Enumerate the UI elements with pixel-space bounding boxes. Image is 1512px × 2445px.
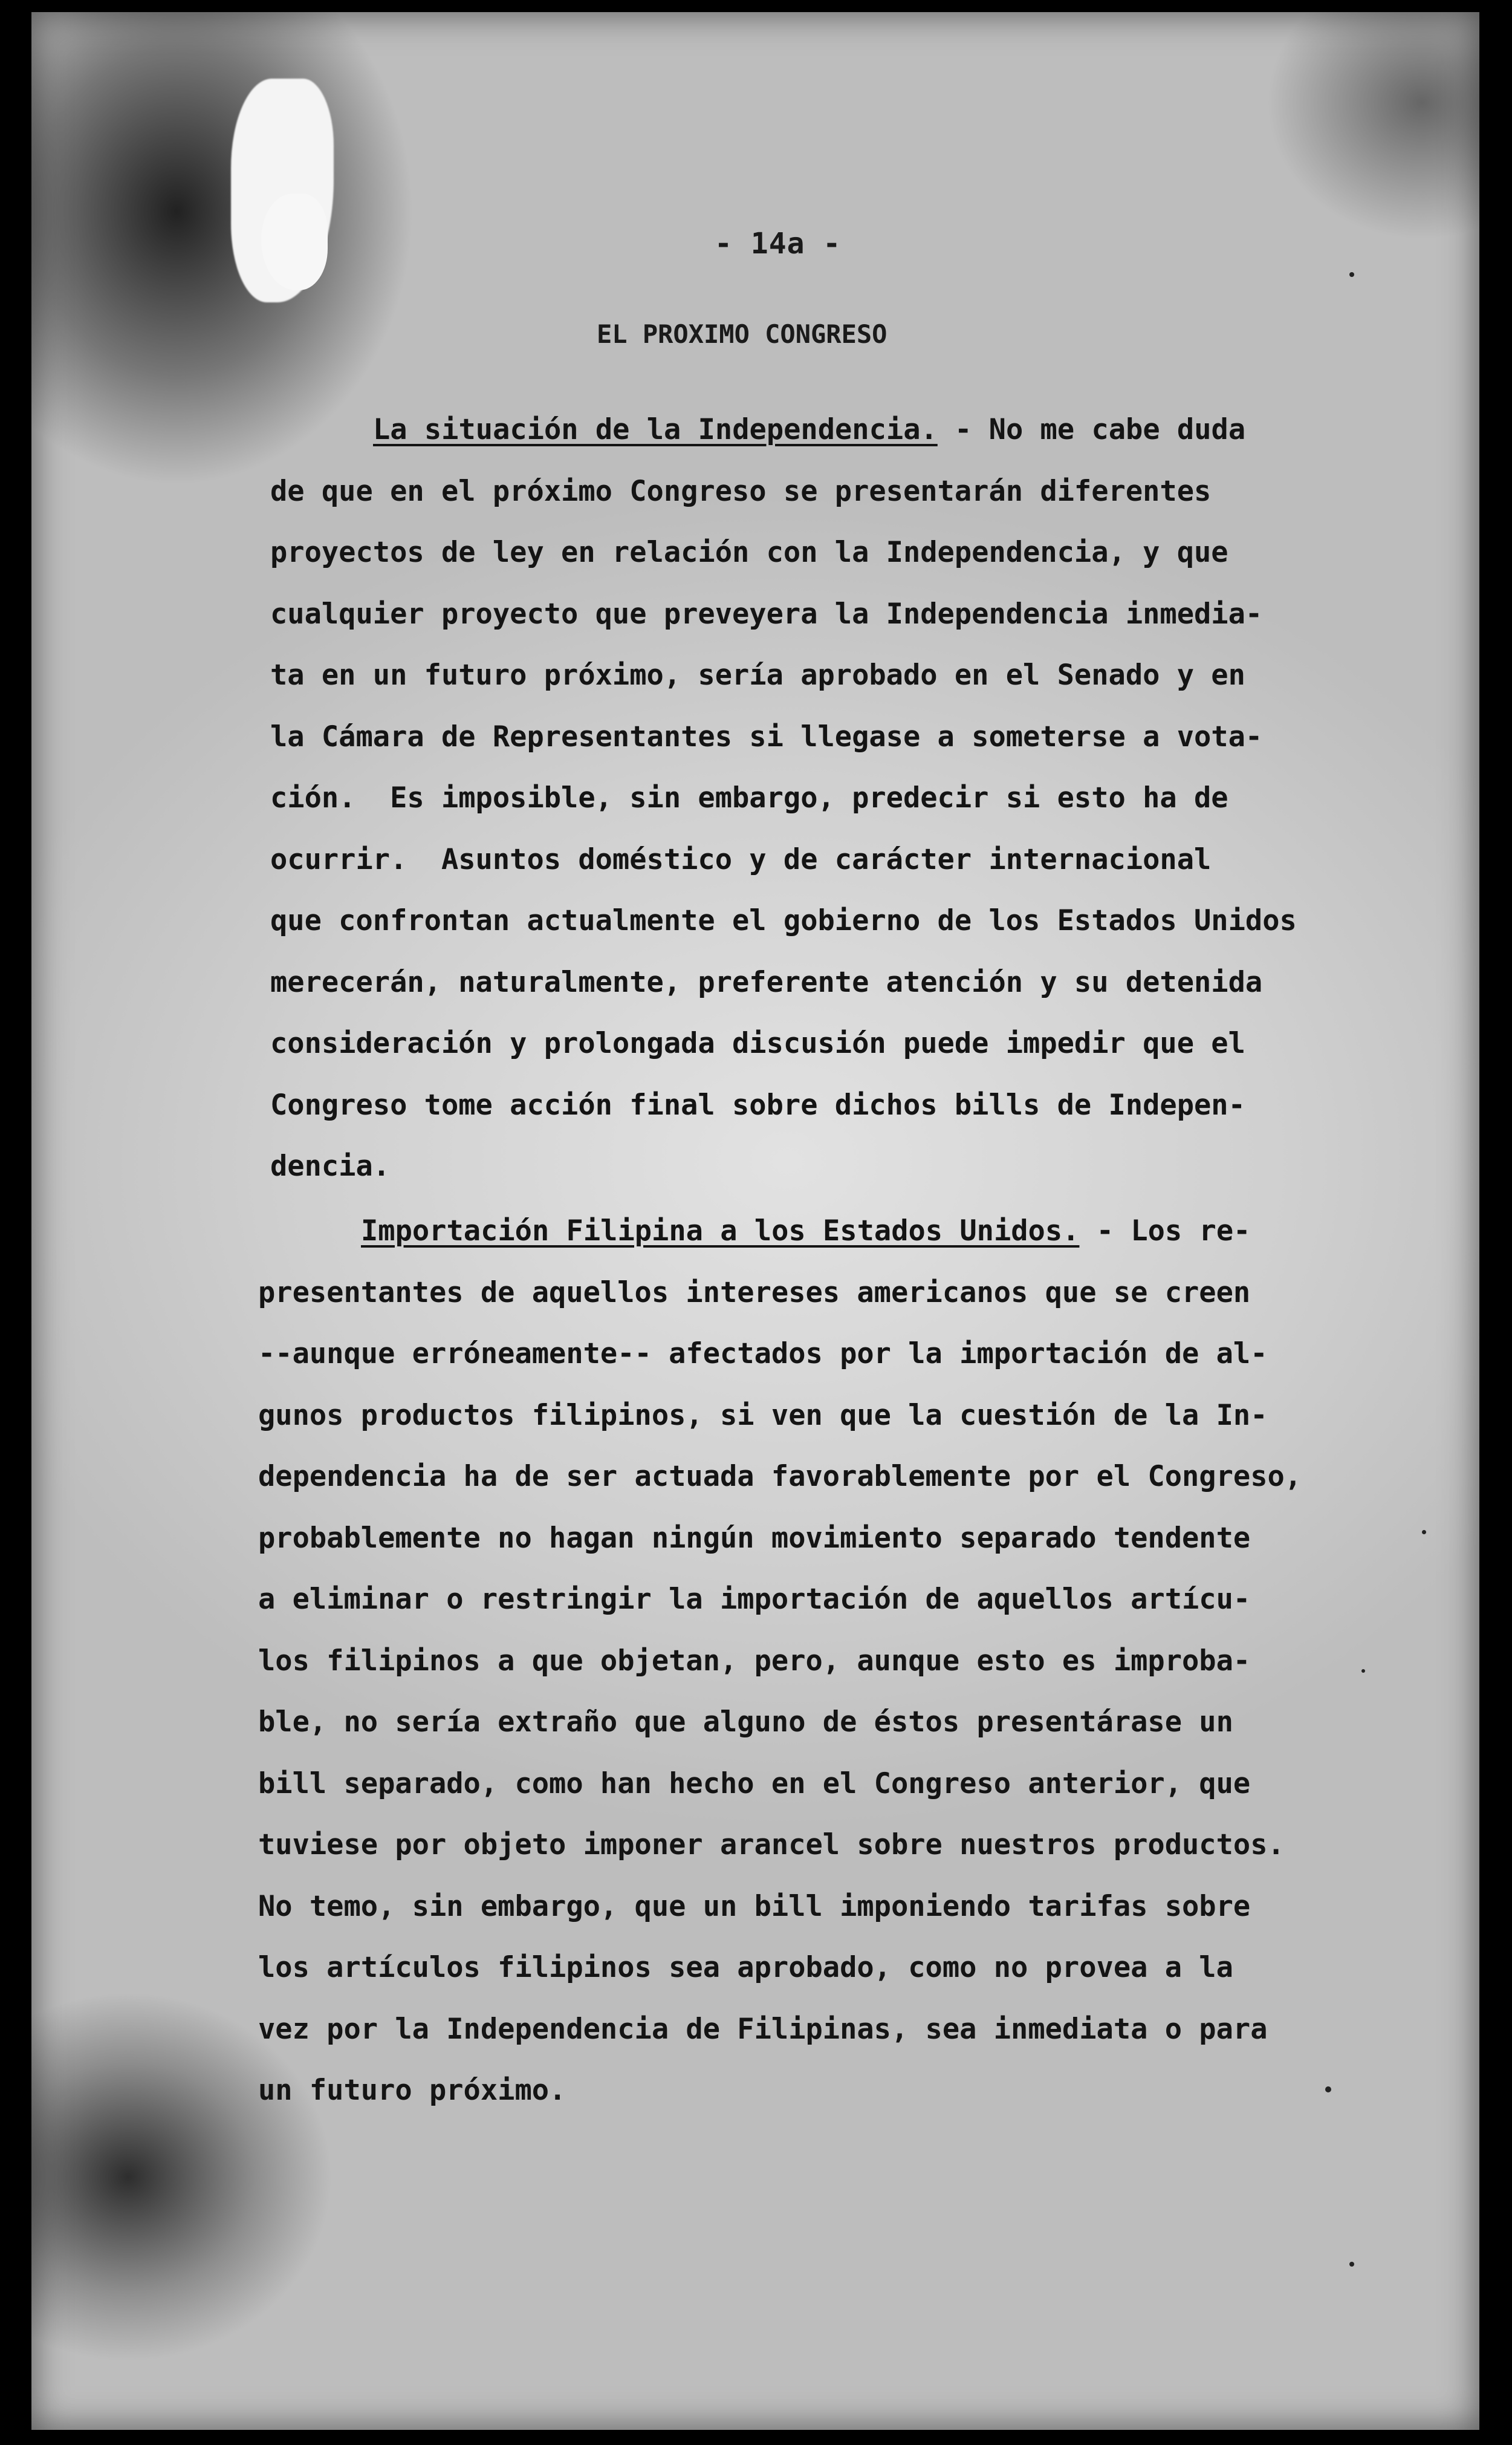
text-line: - Los re-: [1079, 1214, 1251, 1248]
paper-damage-mark-lower: [261, 194, 328, 290]
text-line: a eliminar o restringir la importación de aquellos artícu-: [258, 1583, 1251, 1616]
ink-speck: [1349, 272, 1354, 277]
ink-speck: [1422, 1530, 1426, 1534]
text-line: tuviese por objeto imponer arancel sobre nuestros productos.: [258, 1828, 1285, 1861]
text-line: proyectos de ley en relación con la Independencia, y que: [270, 536, 1228, 569]
section-first-line: [258, 1200, 1371, 1262]
text-line: --aunque erróneamente-- afectados por la importación de al-: [258, 1337, 1268, 1370]
text-line: dependencia ha de ser actuada favorablemente por el Congreso,: [258, 1460, 1302, 1493]
ink-speck: [1349, 2262, 1354, 2267]
text-line: cualquier proyecto que preveyera la Independencia inmedia-: [270, 597, 1263, 631]
section-first-line: [270, 399, 1383, 461]
section-heading: La situación de la Independencia.: [373, 413, 938, 446]
text-line: bill separado, como han hecho en el Congreso anterior, que: [258, 1766, 1251, 1800]
text-line: vez por la Independencia de Filipinas, sea inmediata o para: [258, 2012, 1268, 2046]
text-line: los artículos filipinos sea aprobado, como no provea a la: [258, 1951, 1233, 1984]
text-line: presentantes de aquellos intereses americanos que se creen: [258, 1275, 1251, 1309]
section-heading: Importación Filipina a los Estados Unidos.: [361, 1214, 1080, 1248]
text-line: probablemente no hagan ningún movimiento separado tendente: [258, 1521, 1251, 1555]
section-independence: [270, 399, 1383, 1197]
text-line: No temo, sin embargo, que un bill imponiendo tarifas sobre: [258, 1889, 1251, 1923]
text-line: la Cámara de Representantes si llegase a someterse a vota-: [270, 720, 1263, 754]
section-philippine-import: [258, 1200, 1371, 2121]
text-line: dencia.: [270, 1150, 391, 1183]
text-line: merecerán, naturalmente, preferente atención y su detenida: [270, 965, 1263, 999]
text-line: que confrontan actualmente el gobierno de los Estados Unidos: [270, 904, 1297, 937]
text-line: ocurrir. Asuntos doméstico y de carácter internacional: [270, 842, 1212, 876]
document-title: EL PROXIMO CONGRESO: [597, 319, 887, 349]
text-line: consideración y prolongada discusión puede impedir que el: [270, 1027, 1245, 1060]
text-line: Congreso tome acción final sobre dichos bills de Indepen-: [270, 1088, 1245, 1122]
text-line: ble, no sería extraño que alguno de éstos presentárase un: [258, 1705, 1233, 1739]
text-line: los filipinos a que objetan, pero, aunque esto es improba-: [258, 1644, 1251, 1678]
text-line: gunos productos filipinos, si ven que la cuestión de la In-: [258, 1398, 1268, 1432]
text-line: un futuro próximo.: [258, 2074, 566, 2107]
paper-sheet: [31, 12, 1479, 2430]
text-line: ta en un futuro próximo, sería aprobado en el Senado y en: [270, 659, 1245, 692]
text-line: de que en el próximo Congreso se presentarán diferentes: [270, 474, 1212, 508]
page-number: - 14a -: [715, 227, 842, 261]
text-line: ción. Es imposible, sin embargo, predecir si esto ha de: [270, 781, 1228, 815]
text-line: - No me cabe duda: [937, 413, 1246, 446]
